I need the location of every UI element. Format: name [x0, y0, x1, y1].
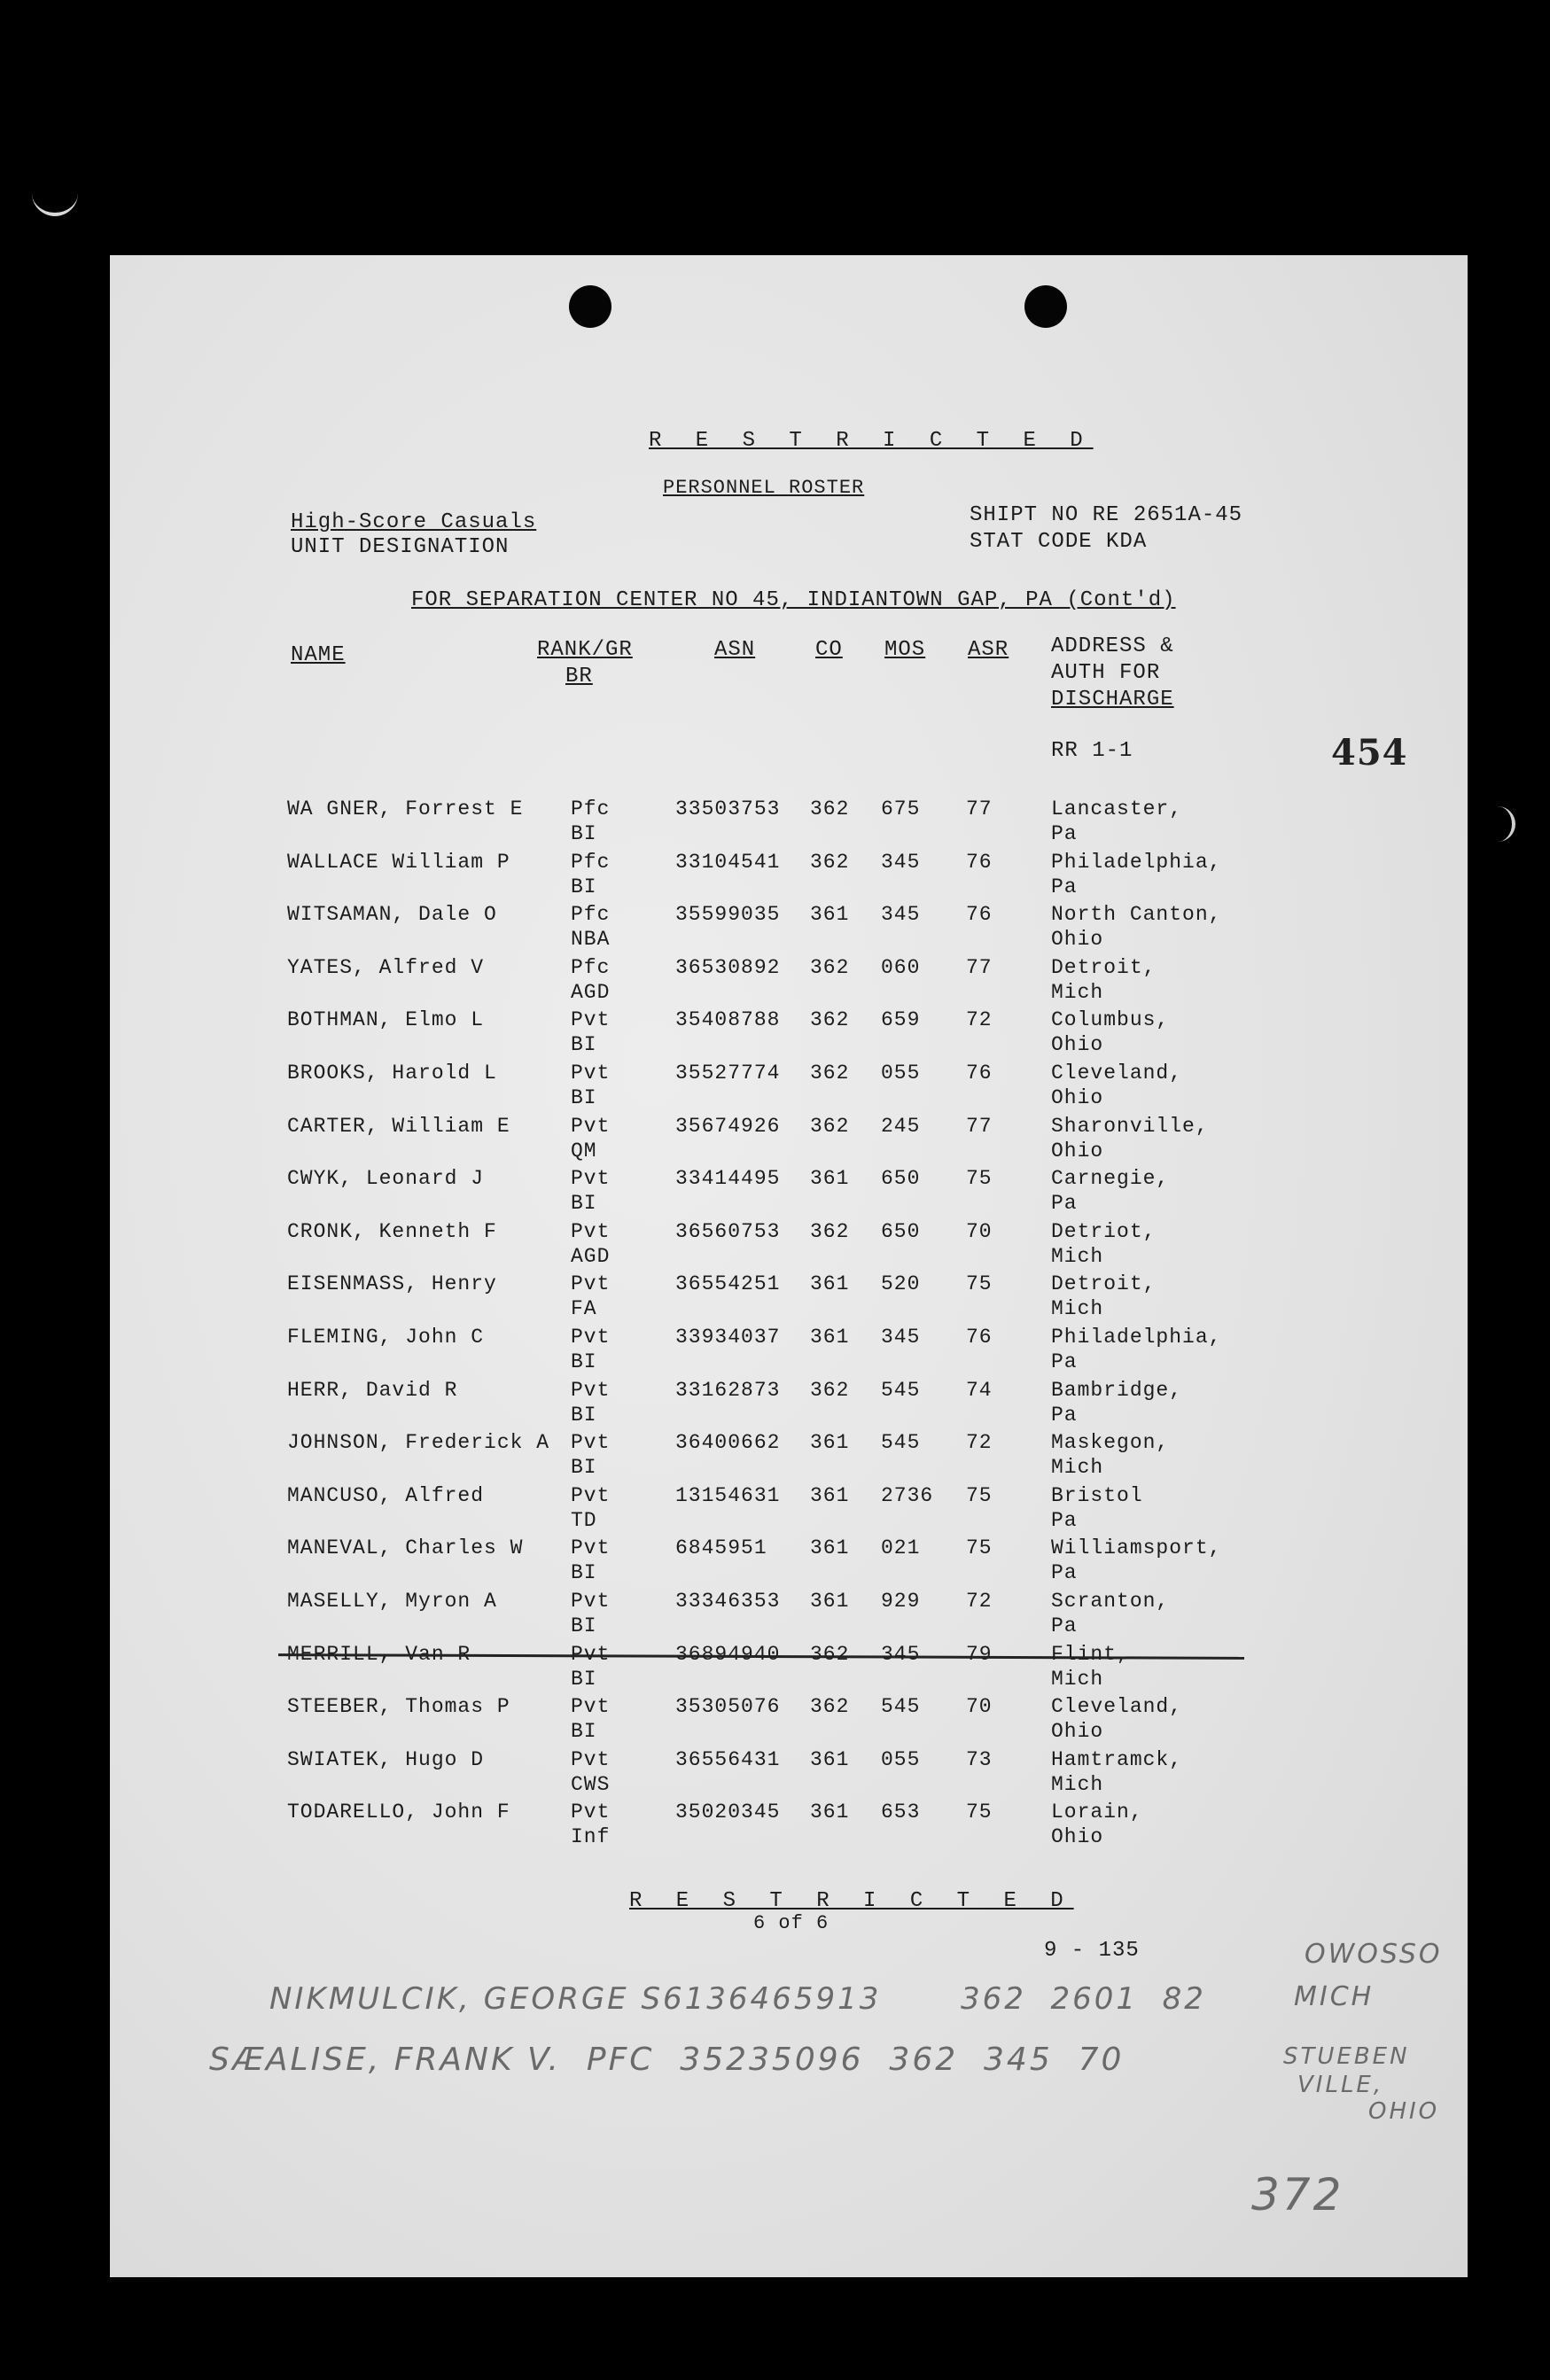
cell-state: Mich — [1051, 1772, 1104, 1796]
cell-name: CWYK, Leonard J — [287, 1167, 485, 1191]
cell-name: SWIATEK, Hugo D — [287, 1747, 485, 1771]
header-asn: ASN — [714, 638, 756, 662]
handwritten-line-1-city: OWOSSO — [1305, 1939, 1443, 1970]
cell-city: Hamtramck, — [1051, 1747, 1183, 1771]
cell-state: Pa — [1051, 875, 1078, 898]
cell-mos: 345 — [881, 1326, 921, 1349]
cell-city: Cleveland, — [1051, 1695, 1183, 1719]
table-row — [110, 851, 1468, 902]
table-row — [110, 1643, 1468, 1694]
cell-name: FLEMING, John C — [287, 1326, 485, 1349]
cell-mos: 653 — [881, 1801, 921, 1824]
cell-asn: 36530892 — [675, 955, 781, 979]
header-rank: RANK/GR — [537, 638, 633, 662]
cell-asn: 36560753 — [675, 1219, 781, 1243]
cell-rank: Pvt — [571, 1590, 611, 1613]
cell-rank: Pvt — [571, 1167, 611, 1191]
cell-asn: 35020345 — [675, 1801, 781, 1824]
cell-asn: 33503753 — [675, 797, 781, 821]
cell-br: BI — [571, 1614, 597, 1637]
cell-asn: 36400662 — [675, 1431, 781, 1455]
film-edge-mark-right — [1496, 806, 1515, 842]
cell-mos: 650 — [881, 1219, 921, 1243]
cell-br: NBA — [571, 928, 611, 952]
cell-city: Flint, — [1051, 1642, 1130, 1666]
cell-city: Lancaster, — [1051, 797, 1183, 821]
cell-rank: Pfc — [571, 797, 611, 821]
cell-state: Ohio — [1051, 1033, 1104, 1057]
cell-co: 362 — [810, 1062, 850, 1085]
cell-asr: 76 — [966, 850, 993, 874]
table-row — [110, 1695, 1468, 1746]
cell-co: 361 — [810, 1326, 850, 1349]
cell-state: Pa — [1051, 1561, 1078, 1585]
cell-asn: 35527774 — [675, 1062, 781, 1085]
cell-city: Maskegon, — [1051, 1431, 1170, 1455]
header-address-2: AUTH FOR — [1051, 661, 1161, 685]
cell-co: 361 — [810, 1483, 850, 1507]
cell-name: YATES, Alfred V — [287, 955, 485, 979]
cell-city: Cleveland, — [1051, 1062, 1183, 1085]
cell-state: Mich — [1051, 1667, 1104, 1691]
cell-name: BOTHMAN, Elmo L — [287, 1008, 485, 1032]
cell-mos: 545 — [881, 1378, 921, 1402]
cell-co: 362 — [810, 1008, 850, 1032]
table-row — [110, 1431, 1468, 1482]
cell-asr: 75 — [966, 1536, 993, 1560]
table-row — [110, 1801, 1468, 1852]
cell-br: BI — [571, 1192, 597, 1216]
table-row — [110, 1484, 1468, 1536]
table-row — [110, 1536, 1468, 1588]
cell-mos: 055 — [881, 1062, 921, 1085]
cell-mos: 021 — [881, 1536, 921, 1560]
cell-state: Pa — [1051, 1350, 1078, 1373]
cell-mos: 2736 — [881, 1483, 934, 1507]
cell-co: 361 — [810, 903, 850, 927]
cell-asr: 72 — [966, 1431, 993, 1455]
roster-page — [110, 255, 1468, 2277]
unit-designation-label: UNIT DESIGNATION — [291, 535, 510, 559]
cell-asn: 33414495 — [675, 1167, 781, 1191]
cell-br: BI — [571, 1561, 597, 1585]
header-asr: ASR — [968, 638, 1009, 662]
stat-code: STAT CODE KDA — [970, 530, 1148, 554]
cell-asr: 75 — [966, 1801, 993, 1824]
cell-asn: 35599035 — [675, 903, 781, 927]
table-row — [110, 1008, 1468, 1060]
cell-state: Pa — [1051, 1403, 1078, 1427]
cell-co: 361 — [810, 1431, 850, 1455]
cell-mos: 345 — [881, 1642, 921, 1666]
cell-state: Mich — [1051, 980, 1104, 1004]
cell-br: BI — [571, 1350, 597, 1373]
cell-city: Bambridge, — [1051, 1378, 1183, 1402]
handwritten-line-2: SÆALISE, FRANK V. PFC 35235096 362 345 70 — [209, 2042, 1125, 2078]
header-mos: MOS — [884, 638, 926, 662]
cell-asn: 35408788 — [675, 1008, 781, 1032]
cell-br: AGD — [571, 980, 611, 1004]
film-edge-mark — [32, 186, 78, 216]
cell-mos: 345 — [881, 903, 921, 927]
cell-br: BI — [571, 1033, 597, 1057]
cell-state: Ohio — [1051, 1086, 1104, 1109]
page-code: 9 - 135 — [1044, 1939, 1140, 1963]
cell-city: Philadelphia, — [1051, 1326, 1222, 1349]
cell-asr: 76 — [966, 1062, 993, 1085]
cell-state: Ohio — [1051, 1139, 1104, 1163]
cell-asr: 70 — [966, 1695, 993, 1719]
table-row — [110, 1220, 1468, 1272]
table-row — [110, 1062, 1468, 1113]
cell-name: MASELLY, Myron A — [287, 1590, 497, 1613]
classification-header: R E S T R I C T E D — [649, 429, 1094, 453]
cell-mos: 055 — [881, 1747, 921, 1771]
cell-br: QM — [571, 1139, 597, 1163]
cell-br: AGD — [571, 1244, 611, 1268]
cell-state: Pa — [1051, 1614, 1078, 1637]
cell-rank: Pvt — [571, 1114, 611, 1138]
cell-rank: Pvt — [571, 1219, 611, 1243]
cell-city: Columbus, — [1051, 1008, 1170, 1032]
cell-mos: 675 — [881, 797, 921, 821]
cell-co: 361 — [810, 1801, 850, 1824]
cell-br: BI — [571, 822, 597, 845]
cell-rank: Pvt — [571, 1801, 611, 1824]
cell-mos: 545 — [881, 1695, 921, 1719]
table-row — [110, 903, 1468, 954]
cell-rank: Pvt — [571, 1062, 611, 1085]
cell-co: 361 — [810, 1536, 850, 1560]
cell-asr: 72 — [966, 1008, 993, 1032]
table-row — [110, 1115, 1468, 1166]
cell-asr: 70 — [966, 1219, 993, 1243]
cell-city: Lorain, — [1051, 1801, 1143, 1824]
table-row — [110, 1748, 1468, 1800]
cell-name: EISENMASS, Henry — [287, 1272, 497, 1296]
cell-rank: Pvt — [571, 1431, 611, 1455]
cell-br: CWS — [571, 1772, 611, 1796]
cell-name: CRONK, Kenneth F — [287, 1219, 497, 1243]
cell-rank: Pvt — [571, 1326, 611, 1349]
cell-city: Williamsport, — [1051, 1536, 1222, 1560]
cell-asr: 75 — [966, 1167, 993, 1191]
cell-rank: Pvt — [571, 1483, 611, 1507]
cell-asr: 76 — [966, 1326, 993, 1349]
handwritten-line-2-city-2: VILLE, — [1297, 2072, 1384, 2098]
classification-footer: R E S T R I C T E D — [629, 1889, 1074, 1913]
cell-asr: 75 — [966, 1272, 993, 1296]
cell-rank: Pvt — [571, 1272, 611, 1296]
cell-name: MANCUSO, Alfred — [287, 1483, 485, 1507]
header-name: NAME — [291, 643, 346, 667]
cell-asn: 33162873 — [675, 1378, 781, 1402]
stamped-number: 454 — [1331, 732, 1408, 774]
cell-asr: 73 — [966, 1747, 993, 1771]
shipment-number: SHIPT NO RE 2651A-45 — [970, 503, 1243, 527]
cell-br: Inf — [571, 1825, 611, 1849]
cell-co: 361 — [810, 1272, 850, 1296]
cell-asn: 6845951 — [675, 1536, 767, 1560]
cell-state: Ohio — [1051, 1720, 1104, 1744]
cell-city: Detroit, — [1051, 955, 1157, 979]
cell-mos: 929 — [881, 1590, 921, 1613]
punch-hole-right — [1024, 285, 1067, 328]
cell-city: Scranton, — [1051, 1590, 1170, 1613]
cell-asn: 36894940 — [675, 1642, 781, 1666]
cell-rank: Pvt — [571, 1642, 611, 1666]
unit-name: High-Score Casuals — [291, 510, 537, 534]
cell-name: MANEVAL, Charles W — [287, 1536, 524, 1560]
cell-asn: 35674926 — [675, 1114, 781, 1138]
cell-br: TD — [571, 1508, 597, 1532]
cell-br: FA — [571, 1297, 597, 1321]
cell-name: WITSAMAN, Dale O — [287, 903, 497, 927]
cell-state: Mich — [1051, 1244, 1104, 1268]
cell-name: WA GNER, Forrest E — [287, 797, 524, 821]
table-row — [110, 1272, 1468, 1324]
header-br: BR — [565, 665, 593, 688]
table-row — [110, 1590, 1468, 1641]
table-row — [110, 956, 1468, 1007]
cell-name: BROOKS, Harold L — [287, 1062, 497, 1085]
cell-br: BI — [571, 1720, 597, 1744]
cell-rank: Pvt — [571, 1008, 611, 1032]
handwritten-line-2-city-1: STUEBEN — [1283, 2043, 1410, 2070]
cell-city: Detriot, — [1051, 1219, 1157, 1243]
handwritten-page-number: 372 — [1251, 2169, 1344, 2221]
handwritten-line-1-name: NIKMULCIK, GEORGE S6136465913 — [269, 1981, 882, 2017]
cell-mos: 060 — [881, 955, 921, 979]
cell-state: Mich — [1051, 1456, 1104, 1480]
cell-name: MERRILL, Van R — [287, 1642, 471, 1666]
cell-asr: 77 — [966, 955, 993, 979]
cell-state: Pa — [1051, 822, 1078, 845]
cell-asr: 76 — [966, 903, 993, 927]
cell-mos: 520 — [881, 1272, 921, 1296]
cell-rank: Pfc — [571, 903, 611, 927]
cell-rank: Pfc — [571, 955, 611, 979]
cell-asr: 79 — [966, 1642, 993, 1666]
cell-asr: 74 — [966, 1378, 993, 1402]
cell-co: 362 — [810, 1114, 850, 1138]
cell-mos: 345 — [881, 850, 921, 874]
cell-state: Ohio — [1051, 1825, 1104, 1849]
cell-co: 362 — [810, 1695, 850, 1719]
cell-co: 361 — [810, 1747, 850, 1771]
cell-asr: 77 — [966, 1114, 993, 1138]
cell-name: TODARELLO, John F — [287, 1801, 510, 1824]
table-row — [110, 1167, 1468, 1218]
punch-hole-left — [569, 285, 611, 328]
cell-asn: 36554251 — [675, 1272, 781, 1296]
handwritten-line-1-data: 362 2601 82 — [961, 1981, 1206, 2017]
handwritten-line-1-state: MICH — [1294, 1981, 1375, 2012]
cell-br: BI — [571, 1667, 597, 1691]
document-title: PERSONNEL ROSTER — [663, 477, 865, 499]
cell-br: BI — [571, 1403, 597, 1427]
authority-code: RR 1-1 — [1051, 739, 1133, 763]
cell-co: 362 — [810, 797, 850, 821]
cell-city: Carnegie, — [1051, 1167, 1170, 1191]
cell-co: 362 — [810, 955, 850, 979]
cell-rank: Pvt — [571, 1695, 611, 1719]
cell-city: Philadelphia, — [1051, 850, 1222, 874]
cell-asn: 36556431 — [675, 1747, 781, 1771]
separation-center-line: FOR SEPARATION CENTER NO 45, INDIANTOWN GAP, PA (Cont'd) — [411, 588, 1176, 612]
cell-name: JOHNSON, Frederick A — [287, 1431, 550, 1455]
cell-state: Mich — [1051, 1297, 1104, 1321]
cell-state: Pa — [1051, 1508, 1078, 1532]
cell-co: 362 — [810, 850, 850, 874]
cell-state: Ohio — [1051, 928, 1104, 952]
header-co: CO — [815, 638, 843, 662]
cell-co: 362 — [810, 1378, 850, 1402]
cell-mos: 650 — [881, 1167, 921, 1191]
cell-mos: 545 — [881, 1431, 921, 1455]
table-row — [110, 1326, 1468, 1377]
cell-co: 361 — [810, 1590, 850, 1613]
cell-name: HERR, David R — [287, 1378, 458, 1402]
cell-asr: 77 — [966, 797, 993, 821]
cell-name: STEEBER, Thomas P — [287, 1695, 510, 1719]
cell-rank: Pvt — [571, 1747, 611, 1771]
cell-co: 361 — [810, 1167, 850, 1191]
header-address-3: DISCHARGE — [1051, 688, 1174, 712]
cell-name: WALLACE William P — [287, 850, 510, 874]
cell-mos: 659 — [881, 1008, 921, 1032]
table-row — [110, 1379, 1468, 1430]
cell-rank: Pvt — [571, 1536, 611, 1560]
cell-asn: 33104541 — [675, 850, 781, 874]
cell-co: 362 — [810, 1219, 850, 1243]
handwritten-line-2-state: OHIO — [1368, 2098, 1440, 2125]
cell-city: Sharonville, — [1051, 1114, 1209, 1138]
cell-co: 362 — [810, 1642, 850, 1666]
table-row — [110, 797, 1468, 849]
cell-asn: 33346353 — [675, 1590, 781, 1613]
cell-asr: 75 — [966, 1483, 993, 1507]
cell-asn: 13154631 — [675, 1483, 781, 1507]
header-address-1: ADDRESS & — [1051, 634, 1174, 658]
cell-asn: 35305076 — [675, 1695, 781, 1719]
cell-rank: Pvt — [571, 1378, 611, 1402]
cell-asn: 33934037 — [675, 1326, 781, 1349]
cell-city: Bristol — [1051, 1483, 1143, 1507]
cell-asr: 72 — [966, 1590, 993, 1613]
cell-state: Pa — [1051, 1192, 1078, 1216]
page-of: 6 of 6 — [753, 1912, 830, 1934]
cell-br: BI — [571, 1456, 597, 1480]
cell-city: North Canton, — [1051, 903, 1222, 927]
cell-city: Detroit, — [1051, 1272, 1157, 1296]
cell-name: CARTER, William E — [287, 1114, 510, 1138]
cell-mos: 245 — [881, 1114, 921, 1138]
cell-br: BI — [571, 1086, 597, 1109]
cell-br: BI — [571, 875, 597, 898]
cell-rank: Pfc — [571, 850, 611, 874]
